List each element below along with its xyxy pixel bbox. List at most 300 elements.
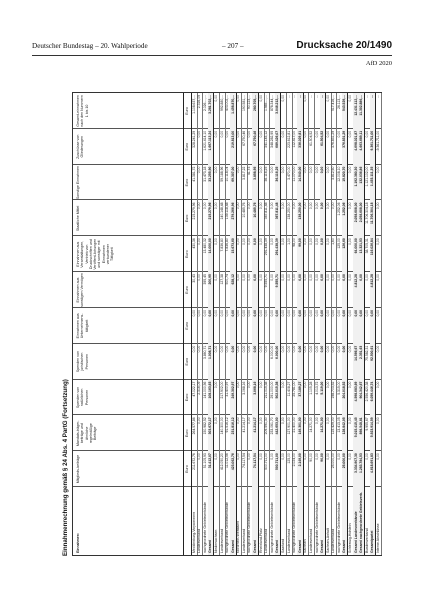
table-cell: 0,00 bbox=[213, 417, 218, 424]
unit-label: Euro bbox=[185, 107, 189, 115]
party-label: AfD 2020 bbox=[365, 60, 392, 67]
table-cell: 0,00 bbox=[213, 381, 218, 389]
table-cell: 543.529,... bbox=[342, 95, 347, 112]
table-cell: 0,00 bbox=[269, 238, 274, 245]
table-cell: 249.302,97 bbox=[230, 381, 235, 399]
row-label: Landesverband bbox=[286, 528, 291, 553]
table-cell: 279.266,96 bbox=[230, 202, 235, 220]
table-cell: 0,00 bbox=[348, 238, 353, 245]
table-cell: 0,00 bbox=[264, 309, 269, 317]
table-cell: 11.302.886,... bbox=[359, 95, 364, 116]
table-cell: 90,00 bbox=[308, 453, 313, 462]
table-cell: 367.811,48 bbox=[275, 202, 280, 220]
table-cell: 0,00 bbox=[258, 345, 263, 353]
unit-label: Euro bbox=[185, 178, 189, 187]
table-cell: 200,95 bbox=[208, 274, 213, 285]
table-cell: 0,00 bbox=[336, 453, 341, 460]
table-cell: 0,00 bbox=[208, 309, 213, 317]
table-cell: 4.698.021,87 bbox=[353, 130, 358, 151]
column-divider bbox=[73, 379, 381, 380]
table-cell: 0,00 bbox=[303, 130, 308, 138]
table-cell: 1.192.380,30 bbox=[353, 166, 358, 187]
table-cell: 0,00 bbox=[258, 238, 263, 245]
table-cell: 0,00 bbox=[247, 238, 252, 245]
column-header: Einnahmen aus sonstigem Vermögen bbox=[76, 273, 85, 307]
row-label: Schleswig-Holstein bbox=[348, 523, 353, 553]
table-cell: 0,00 bbox=[281, 453, 285, 460]
table-cell: 403.002,... bbox=[225, 95, 230, 112]
table-cell: 0,00 bbox=[275, 309, 280, 317]
table-cell: 0,00 bbox=[297, 345, 302, 353]
table-cell: 0,00 bbox=[286, 345, 291, 353]
table-cell: 125,00 bbox=[286, 453, 291, 464]
page-header bbox=[32, 40, 392, 54]
table-cell: 41,73 bbox=[247, 166, 252, 176]
table-cell: 992.880,... bbox=[219, 95, 224, 112]
table-cell: 0,00 bbox=[331, 274, 336, 281]
row-label: Gesamt bbox=[230, 540, 235, 553]
table-cell: 4.013,72 bbox=[314, 381, 319, 395]
table-cell: 0,00 bbox=[348, 309, 353, 317]
table-cell: 291.000,00 bbox=[269, 381, 274, 399]
table-cell: 108.163,63 bbox=[208, 381, 213, 399]
table-cell: 92.500,61 bbox=[370, 345, 375, 361]
table-cell: 0,00 bbox=[258, 95, 263, 102]
table-cell: 215.279,96 bbox=[208, 202, 213, 220]
table-cell: 0,00 bbox=[320, 238, 325, 245]
table-cell: 1.667.113,24 bbox=[208, 130, 213, 151]
table-cell: 500.711,00 bbox=[275, 453, 280, 470]
column-header: Einnahmen aus Veranstaltungen, Vertrieb von Druckschriften und Veröffent-lichungen und sonstiger mit Einnahmen verbundener Tätigkeit bbox=[76, 238, 115, 270]
row-label: Gesamt bbox=[253, 540, 258, 553]
table-cell: 11.070,00 bbox=[292, 166, 297, 182]
table-cell: 1.108.637,... bbox=[191, 95, 196, 114]
table-cell: 37.189,27 bbox=[297, 381, 302, 397]
row-label: nachgeordnete Gebietsverbände bbox=[336, 502, 341, 553]
table-cell: 0,00 bbox=[308, 202, 313, 210]
table-cell: 0,00 bbox=[376, 453, 380, 460]
row-label: Gesamt bbox=[297, 540, 302, 553]
table-cell: 75.582,31 bbox=[364, 345, 369, 361]
table-cell: 0,00 bbox=[325, 202, 330, 210]
table-cell: 336.029,81 bbox=[297, 130, 302, 148]
table-cell: 0,00 bbox=[264, 345, 269, 353]
table-cell: 0,00 bbox=[376, 345, 380, 353]
table-cell: 33.255,90 bbox=[208, 166, 213, 182]
row-label: Gesamtpartei bbox=[370, 530, 375, 553]
table-cell: 0,00 bbox=[308, 238, 313, 245]
table-cell: 13.480,32 bbox=[202, 238, 207, 254]
table-cell: 0,00 bbox=[213, 202, 218, 210]
table-cell: 0,00 bbox=[331, 345, 336, 353]
row-label: Landesverband bbox=[197, 528, 202, 553]
table-cell: 11.408,27 bbox=[286, 381, 291, 397]
table-cell: 0,00 bbox=[376, 381, 380, 389]
table-cell: 3.812,60 bbox=[331, 166, 336, 180]
table-cell: 0,00 bbox=[236, 417, 241, 424]
column-header: Spenden von natürlichen Personen bbox=[76, 386, 89, 409]
table-cell: 0,00 bbox=[320, 166, 325, 174]
table-cell: 3.817,22 bbox=[241, 166, 246, 180]
table-cell: 31.412,07 bbox=[208, 453, 213, 469]
table-cell: 61.504,52 bbox=[320, 130, 325, 146]
header-divider bbox=[183, 93, 184, 555]
column-header: Mitglieds-beiträge bbox=[76, 454, 80, 484]
table-cell: 0,00 bbox=[236, 381, 241, 389]
table-cell: 367.811,48 bbox=[264, 202, 269, 220]
table-cell: 0,00 bbox=[325, 381, 330, 389]
table-cell: 69.307,00 bbox=[230, 166, 235, 182]
table-cell: 0,00 bbox=[213, 166, 218, 174]
table-cell: 0,00 bbox=[348, 130, 353, 138]
table-cell: 0,00 bbox=[241, 238, 246, 245]
table-cell: 0,00 bbox=[247, 453, 252, 460]
table-cell: 6.059.446,74 bbox=[370, 381, 375, 402]
row-label: Landesverband bbox=[264, 528, 269, 553]
row-label: Niedersachsen bbox=[213, 529, 218, 553]
unit-label: Euro bbox=[185, 250, 189, 258]
row-divider bbox=[381, 93, 382, 555]
table-cell: 3.334.907,30 bbox=[353, 453, 358, 473]
table-cell: 0,00 bbox=[308, 345, 313, 353]
table-cell: 0,00 bbox=[314, 309, 319, 317]
row-label: Saarland bbox=[281, 538, 285, 553]
table-cell: 4.618.691,83 bbox=[370, 453, 375, 473]
table-cell: 14.000,00 bbox=[208, 238, 213, 254]
row-label: nachgeordnete Gebietsverbände bbox=[225, 502, 230, 553]
column-header: Sonstige Einnahmen bbox=[76, 165, 80, 200]
table-cell: 0,00 bbox=[236, 274, 241, 281]
table-cell: 628,12 bbox=[230, 274, 235, 285]
table-cell: 0,00 bbox=[258, 381, 263, 389]
unit-label: Euro bbox=[185, 357, 189, 366]
table-cell: 14.271,00 bbox=[320, 417, 325, 433]
table-cell: 0,00 bbox=[376, 238, 380, 245]
table-cell: 125,00 bbox=[336, 238, 341, 249]
column-header: Mandats-träger-beiträge und ähnliche regelmäßige Beiträge bbox=[76, 420, 98, 447]
table-cell: 2.058.608,00 bbox=[359, 202, 364, 223]
table-cell: 0,00 bbox=[297, 309, 302, 317]
table-cell: 0,00 bbox=[197, 274, 202, 281]
table-cell: 0,00 bbox=[325, 130, 330, 138]
table-cell: 14.566,67 bbox=[353, 345, 358, 361]
column-divider bbox=[73, 271, 381, 272]
table-cell: 0,00 bbox=[342, 274, 347, 281]
table-cell: 0,00 bbox=[236, 309, 241, 317]
table-cell: 0,00 bbox=[269, 453, 274, 460]
table-cell: 0,00 bbox=[258, 202, 263, 210]
table-cell: 0,00 bbox=[348, 453, 353, 460]
table-cell: 0,00 bbox=[225, 345, 230, 353]
table-cell: 149.301,00 bbox=[297, 417, 302, 435]
table-cell: 0,00 bbox=[348, 274, 353, 281]
table-cell: 12.431.112,... bbox=[353, 95, 358, 116]
table-cell: 36.116,25 bbox=[264, 166, 269, 182]
table-cell: 0,00 bbox=[331, 202, 336, 210]
table-cell: 0,00 bbox=[325, 238, 330, 245]
row-label: Landesverband bbox=[219, 528, 224, 553]
table-cell: 0,00 bbox=[286, 309, 291, 317]
table-cell: 0,00 bbox=[213, 453, 218, 460]
table-cell: 0,00 bbox=[336, 345, 341, 353]
column-divider bbox=[73, 343, 381, 344]
table-cell: 138.250,00 bbox=[297, 202, 302, 220]
table-cell: 2.026....,... bbox=[202, 95, 207, 112]
table-cell: 0,00 bbox=[314, 345, 319, 353]
table-cell: 1.008,71 bbox=[208, 345, 213, 359]
table-cell: 231.816,12 bbox=[230, 417, 235, 435]
table-cell: 41.381,72 bbox=[191, 166, 196, 182]
table-cell: 0,00 bbox=[325, 274, 330, 281]
table-cell: 211.672,76 bbox=[191, 453, 196, 470]
table-cell: 0,00 bbox=[376, 166, 380, 174]
table-cell: 30,43 bbox=[191, 274, 196, 283]
table-cell: 0,00 bbox=[292, 309, 297, 317]
table-cell: 140.148,48 bbox=[219, 202, 224, 220]
table-cell: 0,00 bbox=[364, 130, 369, 138]
table-cell: 198.703,52 bbox=[331, 381, 336, 399]
table-cell: 11.706.304,18 bbox=[370, 202, 375, 224]
table-cell: 0,00 bbox=[236, 238, 241, 245]
row-label: nachgeordnete Gebietsverbände bbox=[202, 502, 207, 553]
table-cell: 15.820,70 bbox=[342, 166, 347, 182]
table-cell: 904.342,67 bbox=[359, 381, 364, 399]
table-cell: 26.113,... bbox=[336, 95, 341, 109]
table-cell: 0,00 bbox=[314, 166, 319, 174]
table-cell: 4.598.683,69 bbox=[353, 381, 358, 402]
table-cell: 21.400,00 bbox=[292, 417, 297, 433]
table-cell: 0,00 bbox=[308, 274, 313, 281]
table-cell: 3.281.702,... bbox=[208, 95, 213, 114]
table-cell: 12.008,10 bbox=[336, 166, 341, 182]
table-cell: 412.050,20 bbox=[219, 453, 224, 471]
table-cell: 5.923.914,59 bbox=[370, 417, 375, 438]
table-cell: 74.117,54 bbox=[253, 453, 258, 469]
table-cell: 0,00 bbox=[247, 202, 252, 210]
table-cell: 0,00 bbox=[247, 417, 252, 424]
table-cell: 291.438,39 bbox=[264, 238, 269, 256]
table-cell: 0,00 bbox=[320, 345, 325, 353]
table-cell: 341.143,12 bbox=[264, 130, 269, 148]
table-cell: 0,00 bbox=[213, 238, 218, 245]
table-cell: 116.026,84 bbox=[370, 238, 375, 256]
table-cell: 0,00 bbox=[197, 453, 202, 460]
table-cell: 0,00 bbox=[342, 309, 347, 317]
table-cell: 0,00 bbox=[325, 345, 330, 353]
table-cell: 127,38 bbox=[219, 274, 224, 285]
table-cell: 128.842,05 bbox=[342, 417, 347, 435]
table-cell: 0,00 bbox=[292, 274, 297, 281]
table-cell: 0,00 bbox=[253, 238, 258, 245]
table-cell: 0,00 bbox=[191, 345, 196, 353]
table-cell: 2.058.608,00 bbox=[353, 202, 358, 223]
row-label: Gesamt bbox=[320, 540, 325, 553]
table-cell: 0,00 bbox=[281, 381, 285, 389]
corner-label: Einnahmen: bbox=[76, 532, 80, 553]
table-cell: -9.361.711,00 bbox=[376, 130, 380, 152]
table-cell: 2.556.420,38 bbox=[364, 381, 369, 402]
table-cell: 0,00 bbox=[281, 345, 285, 353]
table-cell: 517.416,... bbox=[331, 95, 336, 112]
table-cell: 0,00 bbox=[303, 95, 308, 102]
table-cell: 898.548,81 bbox=[359, 417, 364, 435]
table-cell: 264.577,86 bbox=[191, 417, 196, 435]
table-cell: 41.214,17 bbox=[241, 417, 246, 433]
row-label: Gesamt Landesverbände bbox=[353, 511, 358, 553]
unit-label: Euro bbox=[185, 142, 189, 151]
row-label: Bundesverband bbox=[364, 528, 369, 553]
table-cell: 0,00 bbox=[314, 453, 319, 460]
row-label: Sachsen bbox=[303, 539, 308, 553]
table-cell: 0,00 bbox=[236, 345, 241, 353]
table-cell: 280.705,... bbox=[253, 95, 258, 112]
table-cell: 5.315,00 bbox=[336, 381, 341, 395]
table-cell: 215.279,96 bbox=[191, 202, 196, 220]
table-cell: 502.015,38 bbox=[275, 381, 280, 399]
table-cell: 25.000,00 bbox=[331, 453, 336, 469]
table-cell: 31.473,18 bbox=[202, 166, 207, 182]
table-cell: 0,00 bbox=[325, 453, 330, 460]
table-cell: 689.426,07 bbox=[275, 130, 280, 148]
row-label: Landesverband bbox=[331, 528, 336, 553]
table-cell: 442.653,00 bbox=[275, 417, 280, 435]
table-cell: 112.417,00 bbox=[292, 130, 297, 148]
table-cell: 1,00 bbox=[286, 238, 291, 245]
landscape-page bbox=[62, 88, 386, 560]
table-cell: 0,00 bbox=[359, 309, 364, 317]
table-cell: 0,00 bbox=[247, 130, 252, 138]
table-cell: 500,74 bbox=[225, 274, 230, 285]
table-cell: 15.673,60 bbox=[230, 238, 235, 254]
table-cell: 0,00 bbox=[281, 130, 285, 138]
table-cell: 0,00 bbox=[281, 95, 285, 102]
table-cell: 0,00 bbox=[258, 453, 263, 460]
table-cell: 6.000,00 bbox=[275, 345, 280, 359]
table-cell: 0,00 bbox=[236, 95, 241, 102]
table-cell: 25.781,00 bbox=[292, 381, 297, 397]
table-cell: 1.621.414,10 bbox=[202, 130, 207, 151]
table-cell: 0,00 bbox=[292, 345, 297, 353]
table-cell: 0,00 bbox=[241, 345, 246, 353]
table-cell: 10.485,76 bbox=[253, 202, 258, 218]
row-label: Gesamt bbox=[275, 540, 280, 553]
table-cell: 90,00 bbox=[320, 453, 325, 462]
column-divider bbox=[73, 414, 381, 415]
column-divider bbox=[73, 199, 381, 200]
table-cell: 0,00 bbox=[297, 274, 302, 281]
table-cell: 138.250,00 bbox=[286, 202, 291, 220]
table-cell: 67.750,46 bbox=[253, 130, 258, 146]
table-cell: 217.902,00 bbox=[219, 381, 224, 399]
table-cell: 1,60 bbox=[331, 238, 336, 245]
table-cell: 38.705,31 bbox=[364, 238, 369, 254]
table-cell: 204.018,52 bbox=[342, 381, 347, 399]
row-label: nachgeordnete Gebietsverbände bbox=[292, 502, 297, 553]
table-cell: 25.000,00 bbox=[342, 453, 347, 469]
table-cell: 0,00 bbox=[213, 274, 218, 281]
table-cell: 0,00 bbox=[197, 166, 202, 174]
table-cell: 0,00 bbox=[303, 381, 308, 389]
table-cell: 139.118,48 bbox=[225, 202, 230, 220]
table-cell: 0,00 bbox=[325, 309, 330, 317]
table-cell: 0,00 bbox=[331, 309, 336, 317]
table-cell: 0,00 bbox=[213, 130, 218, 138]
row-label: Interne Abschlüsse bbox=[376, 523, 380, 553]
table-cell: 0,00 bbox=[258, 130, 263, 138]
table-cell: 2.316,09 bbox=[197, 95, 202, 109]
column-divider bbox=[73, 164, 381, 165]
table-cell: 223.612,81 bbox=[286, 130, 291, 148]
table-cell: 0,00 bbox=[320, 274, 325, 281]
table-cell: 0,00 bbox=[376, 417, 380, 424]
table-cell: 0,00 bbox=[281, 417, 285, 424]
table-cell: 9.955,67 bbox=[364, 417, 369, 431]
table-cell: 0,00 bbox=[225, 309, 230, 317]
table-cell: 0,00 bbox=[230, 345, 235, 353]
table-cell: ... bbox=[314, 95, 319, 98]
row-label: Gesamt bbox=[208, 540, 213, 553]
row-label: Rheinland-Pfalz bbox=[258, 528, 263, 553]
table-cell: 3.858,95 bbox=[253, 166, 258, 180]
table-cell: 0,00 bbox=[269, 274, 274, 281]
table-cell: 14.271,00 bbox=[308, 417, 313, 433]
table-cell: 423.062,76 bbox=[230, 453, 235, 471]
table-cell: 0,00 bbox=[197, 417, 202, 424]
table-cell: 4.812,28 bbox=[370, 274, 375, 288]
table-cell: 0,00 bbox=[230, 309, 235, 317]
table-cell: 0,00 bbox=[281, 309, 285, 317]
table-cell: 0,00 bbox=[314, 417, 319, 424]
table-cell: 4.663.689,11 bbox=[359, 130, 364, 151]
table-cell: 10.118,04 bbox=[225, 166, 230, 182]
table-cell: 376.831,29 bbox=[342, 130, 347, 148]
column-divider bbox=[73, 235, 381, 236]
table-cell: 0,00 bbox=[314, 238, 319, 245]
table-cell: 0,00 bbox=[236, 130, 241, 138]
table-cell: 0,00 bbox=[336, 309, 341, 317]
table-cell: 0,00 bbox=[376, 274, 380, 281]
table-cell: 0,00 bbox=[303, 309, 308, 317]
table-cell: 0,00 bbox=[253, 345, 258, 353]
table-cell: 0,00 bbox=[202, 202, 207, 210]
table-cell: 0,00 bbox=[353, 309, 358, 317]
parliament-label: Deutscher Bundestag – 20. Wahlperiode bbox=[32, 42, 148, 50]
table-cell: 0,00 bbox=[348, 381, 353, 389]
table-cell: 2.351,63 bbox=[359, 345, 364, 359]
table-cell: 2.149,00 bbox=[297, 453, 302, 467]
table-cell: 127.901,00 bbox=[286, 417, 291, 435]
table-cell: ... bbox=[364, 95, 369, 98]
column-header: Einnahmen aus Unternehmens-tätigkeit bbox=[76, 313, 89, 339]
table-cell: 0,00 bbox=[314, 130, 319, 138]
table-cell: 0,00 bbox=[219, 345, 224, 353]
table-cell: ... bbox=[370, 95, 375, 98]
header-rule bbox=[32, 55, 392, 56]
table-cell: 0,00 bbox=[303, 417, 308, 424]
row-label: Landesverband bbox=[308, 528, 313, 553]
table-cell: 11.012,56 bbox=[225, 453, 230, 469]
table-cell: 0,00 bbox=[348, 202, 353, 210]
table-cell: 0,00 bbox=[314, 274, 319, 281]
unit-label: Euro bbox=[185, 465, 189, 473]
table-cell: 1.985....,... bbox=[264, 95, 269, 112]
table-cell: 0,00 bbox=[314, 202, 319, 210]
table-cell: 126,60 bbox=[342, 238, 347, 249]
table-cell: 878.344,... bbox=[269, 95, 274, 112]
table-cell: 67.750,46 bbox=[241, 130, 246, 146]
table-cell: 0,00 bbox=[269, 202, 274, 210]
row-label: Mecklenburg-Vorpommern bbox=[191, 511, 196, 553]
